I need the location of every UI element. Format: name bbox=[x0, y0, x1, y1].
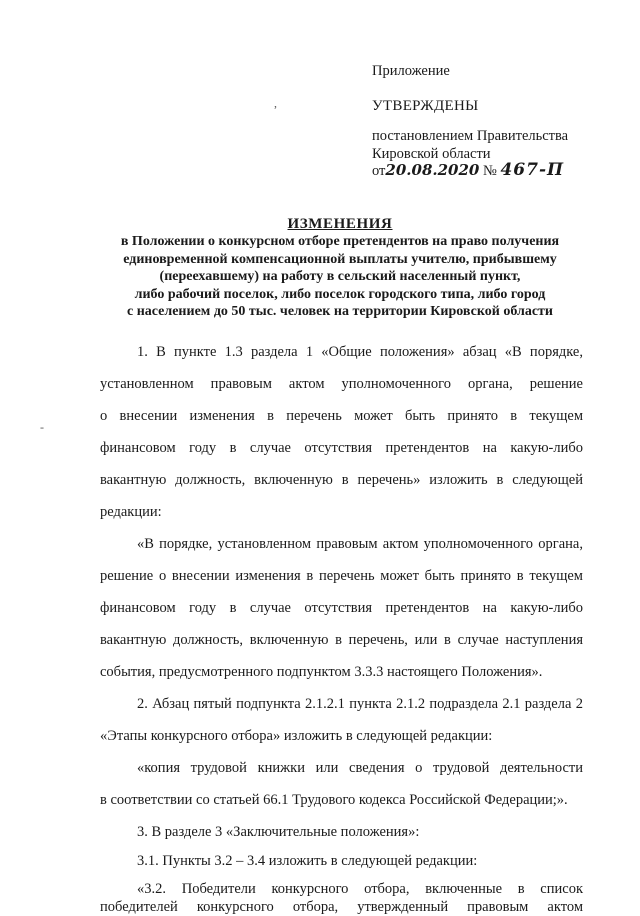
number-prefix: № bbox=[482, 163, 497, 179]
body-line: «3.2. Победители конкурсного отбора, включенные в список bbox=[137, 881, 583, 897]
appendix-label: Приложение bbox=[372, 63, 450, 79]
quote-line: решение о внесении изменения в перечень может быть принято в текущем bbox=[100, 568, 583, 584]
scan-dash: - bbox=[40, 420, 44, 434]
subtitle-line: (переехавшему) на работу в сельский населенный пункт, bbox=[159, 269, 521, 284]
document-title: ИЗМЕНЕНИЯ bbox=[287, 216, 393, 232]
title-block bbox=[80, 216, 600, 321]
quote-line: события, предусмотренного подпунктом 3.3.3 настоящего Положения». bbox=[100, 664, 543, 680]
quote-line: «В порядке, установленном правовым актом уполномоченного органа, bbox=[137, 536, 583, 552]
body-line: редакции: bbox=[100, 504, 162, 520]
subtitle-line: либо рабочий поселок, либо поселок городского типа, либо город bbox=[134, 286, 546, 302]
body-line: финансовом году в случае отсутствия претендентов на какую-либо bbox=[100, 440, 583, 456]
handwritten-date: 20.08.2020 bbox=[385, 161, 480, 179]
date-number-line bbox=[372, 160, 564, 180]
body-line: установленном правовым актом уполномоченного органа, решение bbox=[100, 376, 583, 392]
quote-line: вакантную должность, включенную в перечень, или в случае наступления bbox=[100, 632, 583, 648]
handwritten-number: 467-П bbox=[500, 160, 565, 180]
body-line: вакантную должность, включенную в перечень» изложить в следующей bbox=[100, 472, 583, 488]
subtitle-line: единовременной компенсационной выплаты учителю, прибывшему bbox=[123, 251, 557, 267]
region-line: Кировской области bbox=[372, 146, 491, 162]
subtitle-line: с населением до 50 тыс. человек на территории Кировской области bbox=[126, 304, 553, 319]
body-line: 3.1. Пункты 3.2 – 3.4 изложить в следующей редакции: bbox=[137, 853, 478, 869]
body-line: победителей конкурсного отбора, утвержденный правовым актом bbox=[100, 899, 583, 915]
body-line: «Этапы конкурсного отбора» изложить в следующей редакции: bbox=[100, 728, 493, 744]
scan-dot: , bbox=[274, 96, 277, 110]
decree-line: постановлением Правительства bbox=[372, 128, 569, 144]
quote-line: «копия трудовой книжки или сведения о трудовой деятельности bbox=[137, 760, 583, 776]
body-line: о внесении изменения в перечень может быть принято в текущем bbox=[100, 408, 583, 424]
quote-line: финансовом году в случае отсутствия претендентов на какую-либо bbox=[100, 600, 583, 616]
approved-label: УТВЕРЖДЕНЫ bbox=[372, 98, 479, 114]
subtitle-line: в Положении о конкурсном отборе претендентов на право получения bbox=[120, 234, 560, 249]
body-line: 3. В разделе 3 «Заключительные положения»: bbox=[137, 824, 420, 840]
quote-line: в соответствии со статьей 66.1 Трудового кодекса Российской Федерации;». bbox=[100, 792, 568, 808]
body-line: 2. Абзац пятый подпункта 2.1.2.1 пункта 2.1.2 подраздела 2.1 раздела 2 bbox=[137, 696, 583, 712]
body-line: 1. В пункте 1.3 раздела 1 «Общие положения» абзац «В порядке, bbox=[137, 344, 583, 360]
date-prefix: от bbox=[372, 163, 386, 179]
